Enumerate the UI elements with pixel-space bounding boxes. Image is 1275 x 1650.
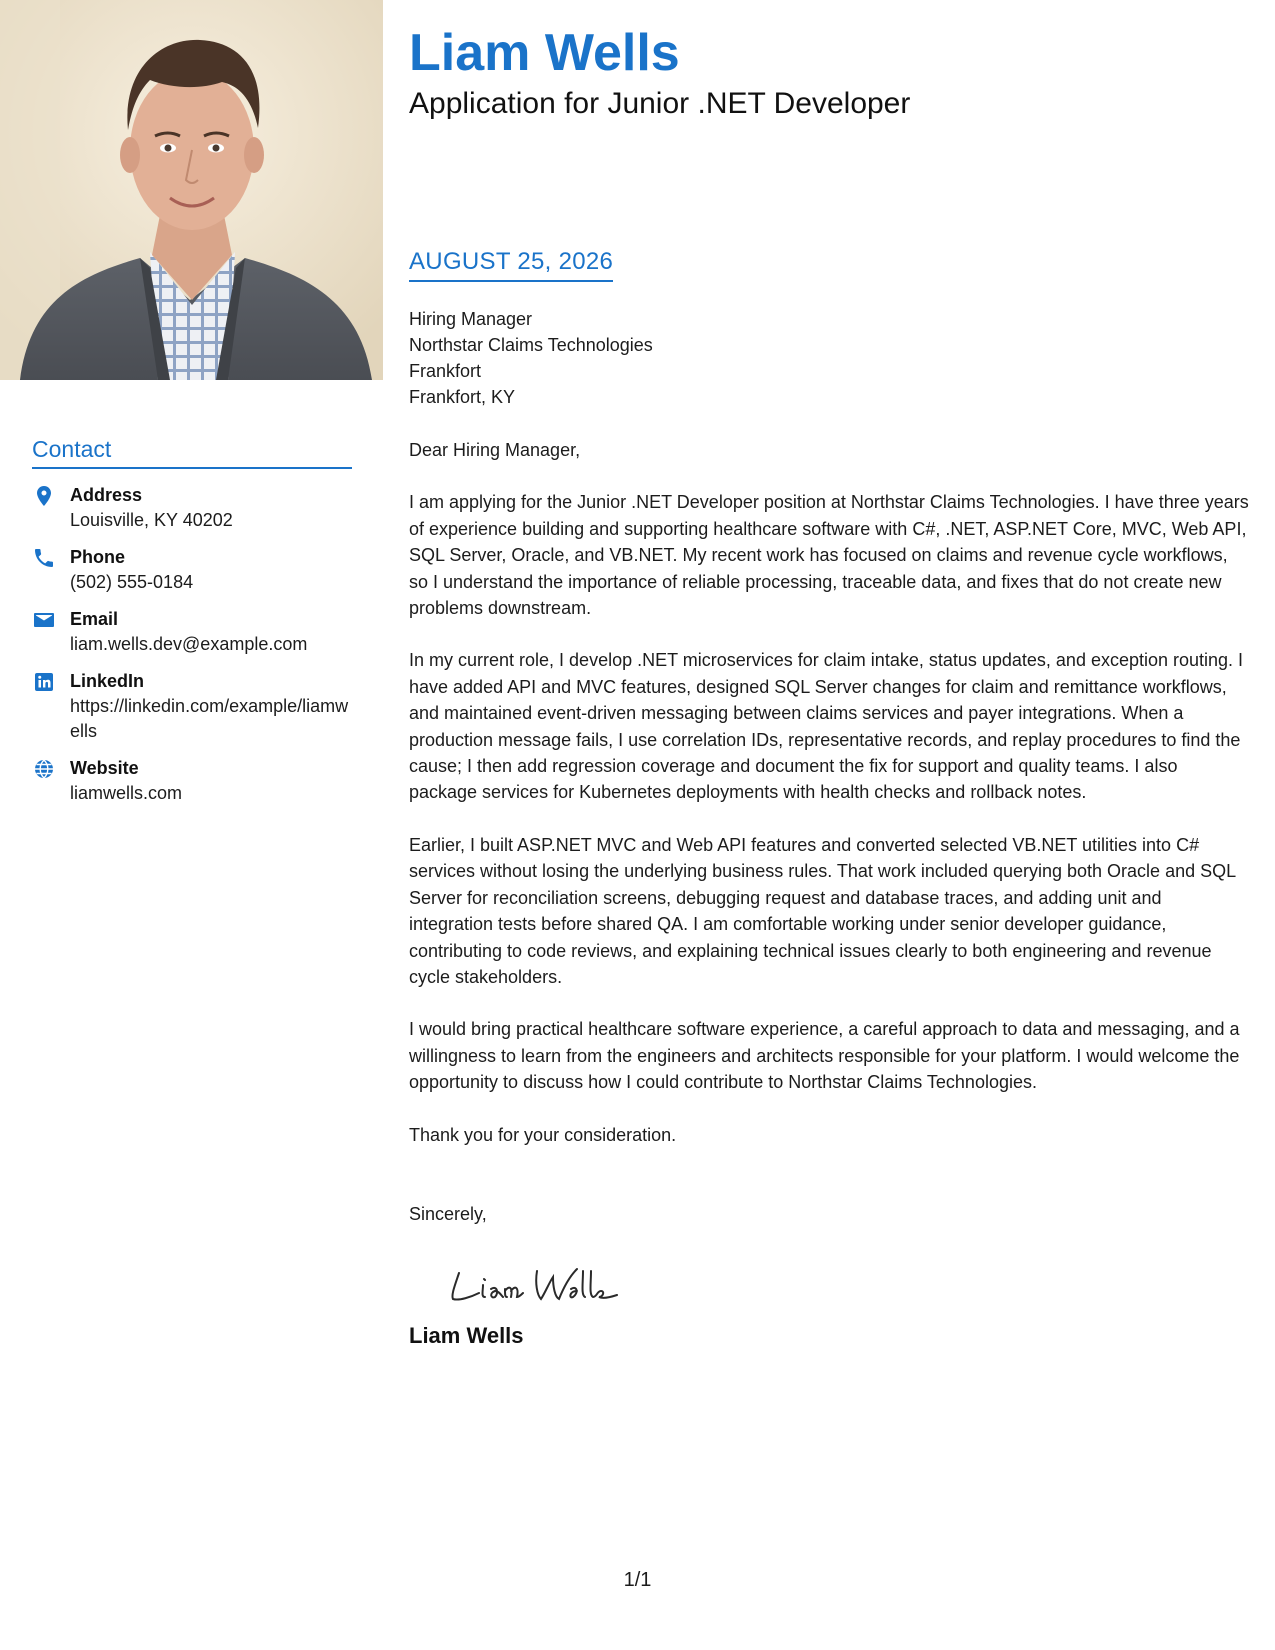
contact-label: Phone bbox=[70, 547, 126, 567]
letter-body bbox=[409, 306, 1249, 1350]
email-value[interactable]: liam.wells.dev@example.com bbox=[70, 634, 308, 654]
applicant-name: Liam Wells bbox=[409, 24, 680, 82]
page-number: 1/1 bbox=[623, 1569, 652, 1591]
location-pin-icon bbox=[32, 484, 56, 508]
contact-label: Email bbox=[70, 609, 119, 629]
recipient-block bbox=[409, 306, 1249, 410]
contact-label: Address bbox=[70, 485, 143, 505]
linkedin-icon bbox=[32, 670, 56, 694]
recipient-line: Northstar Claims Technologies bbox=[409, 335, 653, 355]
signer-name: Liam Wells bbox=[409, 1323, 524, 1349]
address-value: Louisville, KY 40202 bbox=[70, 510, 233, 530]
phone-icon bbox=[32, 546, 56, 570]
body-paragraph: I am applying for the Junior .NET Developer position at Northstar Claims Technologies. I have three years of experience building and supporting healthcare software with C#, .NET, ASP.NET Core, MVC, Web API, SQL Server, Oracle, and VB.NET. My recent work has focused on claims and revenue cycle workflows, so I understand the importance of reliable processing, traceable data, and fixes that do not create new problems downstream. bbox=[409, 492, 1249, 619]
linkedin-value[interactable]: https://linkedin.com/example/liamwells bbox=[70, 696, 349, 741]
application-title: Application for Junior .NET Developer bbox=[409, 87, 911, 120]
recipient-line: Frankfort bbox=[409, 361, 482, 381]
contact-item-email bbox=[32, 607, 352, 657]
contact-section bbox=[32, 436, 352, 818]
contact-item-address bbox=[32, 483, 352, 533]
letter-header bbox=[409, 20, 1249, 122]
phone-value[interactable]: (502) 555-0184 bbox=[70, 572, 194, 592]
salutation: Dear Hiring Manager, bbox=[409, 440, 581, 460]
contact-item-linkedin bbox=[32, 669, 352, 744]
envelope-icon bbox=[32, 608, 56, 632]
contact-label: LinkedIn bbox=[70, 671, 145, 691]
globe-icon bbox=[32, 757, 56, 781]
contact-item-website bbox=[32, 756, 352, 806]
thank-you-line: Thank you for your consideration. bbox=[409, 1124, 677, 1145]
recipient-line: Hiring Manager bbox=[409, 309, 533, 329]
contact-heading: Contact bbox=[32, 436, 352, 469]
closing: Sincerely, bbox=[409, 1203, 487, 1224]
letter-date: AUGUST 25, 2026 bbox=[409, 248, 613, 282]
body-paragraph: Earlier, I built ASP.NET MVC and Web API features and converted selected VB.NET utilities into C# services without losing the underlying business rules. That work included querying both Oracle and SQL Server for reconciliation screens, debugging request and database traces, and adding unit and integration tests before shared QA. I am comfortable working under senior developer guidance, contributing to code reviews, and explaining technical issues clearly to both engineering and revenue cycle stakeholders. bbox=[409, 834, 1236, 987]
body-paragraph: In my current role, I develop .NET microservices for claim intake, status updates, and exception routing. I have added API and MVC features, designed SQL Server changes for claim and remittance workflows, and maintained event-driven messaging between claims services and payer integrations. When a production message fails, I use correlation IDs, representative records, and replay procedures to find the cause; I then add regression coverage and document the fix for support and quality teams. I also package services for Kubernetes deployments with health checks and rollback notes. bbox=[409, 650, 1244, 803]
contact-label: Website bbox=[70, 758, 139, 778]
profile-photo bbox=[0, 0, 383, 380]
website-value[interactable]: liamwells.com bbox=[70, 783, 183, 803]
body-paragraph: I would bring practical healthcare software experience, a careful approach to data and messaging, and a willingness to learn from the engineers and architects responsible for your platform. I would welcome the opportunity to discuss how I could contribute to Northstar Claims Technologies. bbox=[409, 1019, 1240, 1093]
handwritten-signature bbox=[445, 1255, 1249, 1309]
recipient-line: Frankfort, KY bbox=[409, 387, 516, 407]
contact-item-phone bbox=[32, 545, 352, 595]
